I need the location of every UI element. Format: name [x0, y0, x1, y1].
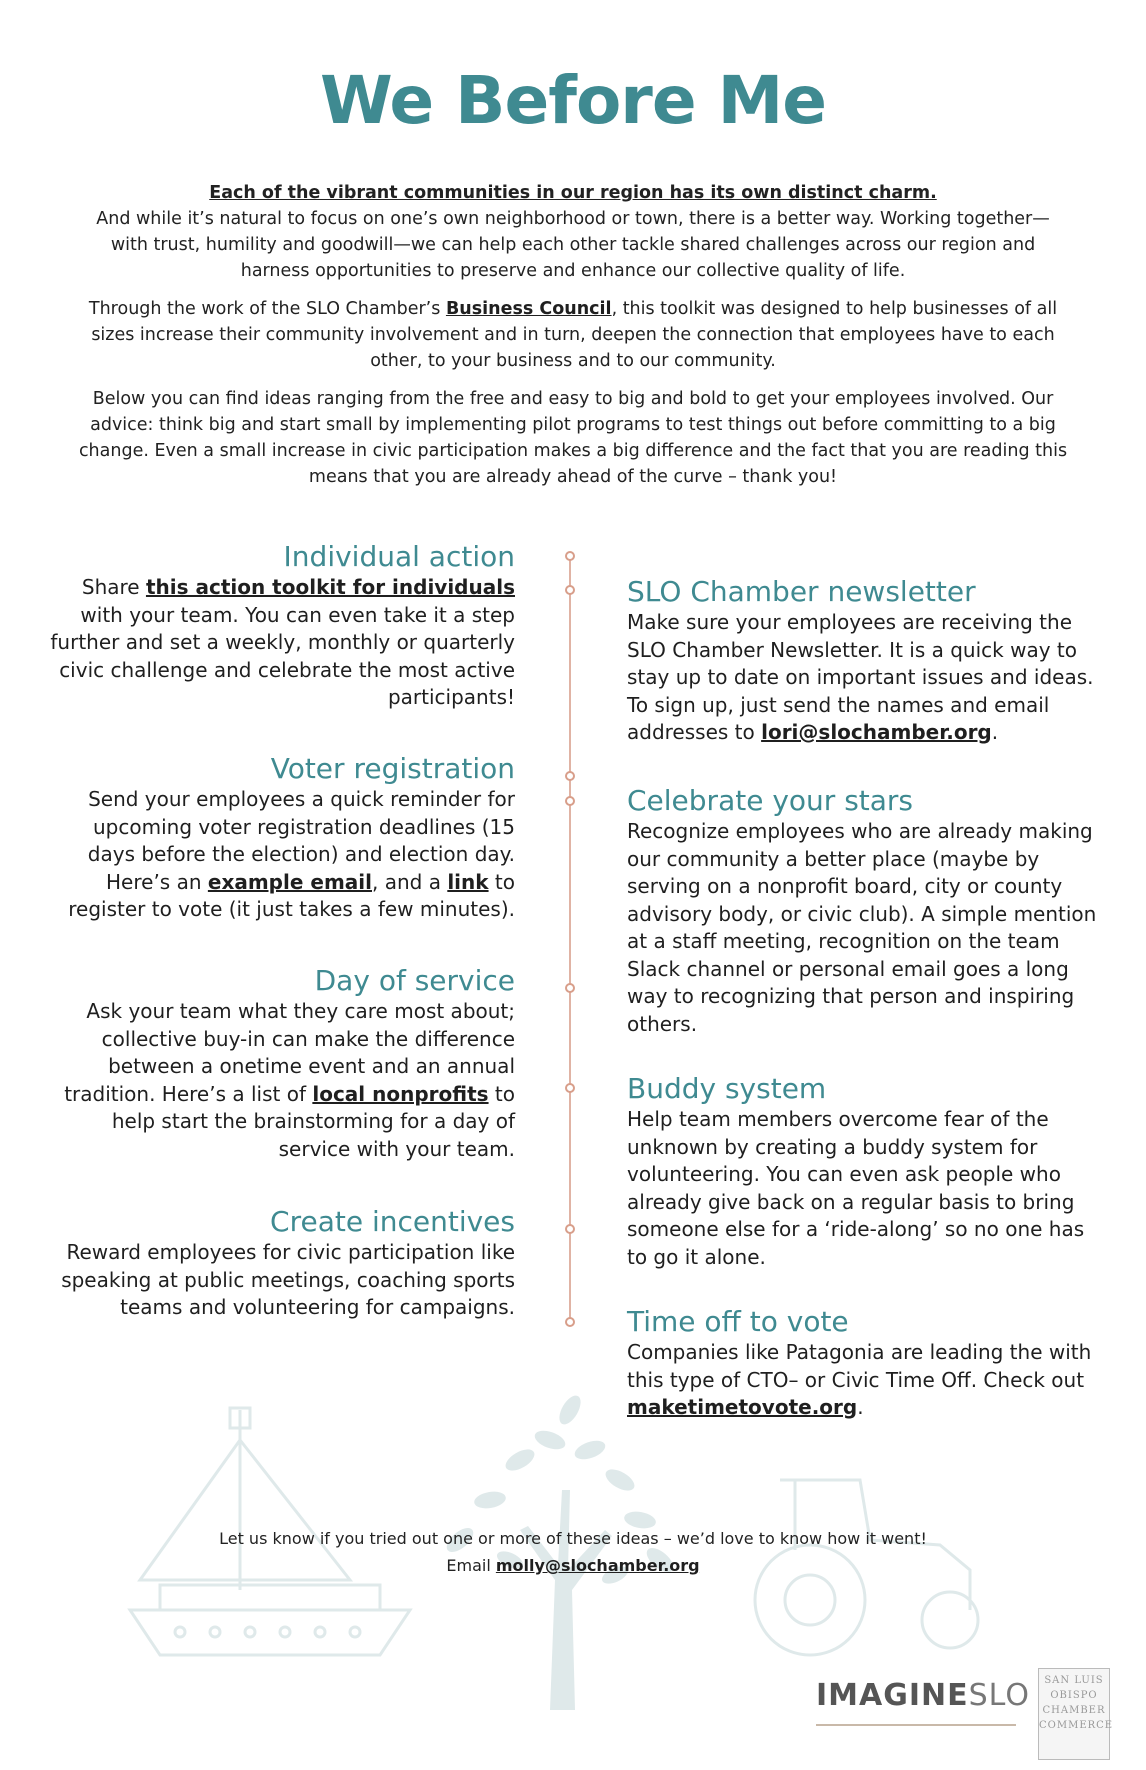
individual-action-body	[40, 574, 515, 712]
timeline-dot	[565, 1224, 575, 1234]
buddy-system-body: Help team members overcome fear of the unknown by creating a buddy system for volunteering. You can even ask people who already give back on a regular basis to bring someone else for a ‘ride-along’ so no one has to go it alone.	[627, 1107, 1085, 1269]
voter-registration-body	[40, 786, 515, 924]
seal-line: CHAMBER	[1042, 1705, 1106, 1716]
business-council-link[interactable]: Business Council	[445, 299, 612, 319]
timeline-dot	[565, 983, 575, 993]
seal-line: SAN LUIS	[1044, 1675, 1104, 1686]
intro	[78, 180, 1068, 502]
logo-underline	[816, 1724, 1016, 1726]
timeline-dot	[565, 771, 575, 781]
body-text: .	[991, 720, 999, 744]
intro-paragraph-3: Below you can find ideas ranging from the free and easy to big and bold to get your employees involved. Our advice: think big and start small by implementing pilot programs to test things out before committing to a big change. Even a small increase in civic participation makes a big difference and the fact that you are reading this means that you are already ahead of the curve – thank you!	[78, 389, 1068, 487]
chamber-seal-logo	[1038, 1668, 1114, 1760]
footer-email-line	[0, 1552, 1146, 1579]
footer-email-label: Email	[446, 1556, 496, 1575]
newsletter-section	[627, 575, 1097, 747]
intro-paragraph-1	[78, 180, 1068, 284]
logo-slo-text: SLO	[968, 1678, 1030, 1713]
body-text: Companies like Patagonia are leading the with this type of CTO– or Civic Time Off. Check out	[627, 1340, 1092, 1392]
imagine-slo-logo	[816, 1678, 1030, 1713]
timeline-dot	[565, 585, 575, 595]
logo-imagine-text: IMAGINE	[816, 1678, 969, 1713]
body-text: , and a	[372, 869, 448, 894]
footer-message: Let us know if you tried out one or more of these ideas – we’d love to know how it went!	[219, 1529, 927, 1548]
molly-email-link[interactable]: molly@slochamber.org	[495, 1556, 700, 1575]
newsletter-heading: SLO Chamber newsletter	[627, 575, 976, 608]
day-of-service-section	[40, 964, 515, 1163]
individual-toolkit-link[interactable]: this action toolkit for individuals	[145, 575, 515, 599]
body-text: Ask your team what they care most about; collective buy-in can make the difference between a onetime event and an annual tradition. Here’s a list of	[64, 999, 515, 1106]
celebrate-stars-heading: Celebrate your stars	[627, 784, 914, 817]
body-text: Send your employees a quick reminder for upcoming voter registration deadlines (15 days before the election) and election day. Here’s an	[87, 787, 515, 894]
intro-lead-body: And while it’s natural to focus on one’s own neighborhood or town, there is a better way. Working together—with trust, humility and goodwill—we can help each other tackle shared challenges across our region and harness opportunities to preserve and enhance our collective quality of life.	[96, 209, 1050, 281]
voter-registration-section	[40, 752, 515, 924]
time-off-body	[627, 1339, 1097, 1422]
create-incentives-section	[40, 1205, 515, 1322]
day-of-service-heading: Day of service	[314, 964, 515, 997]
lori-email-link[interactable]: lori@slochamber.org	[761, 720, 992, 744]
newsletter-body	[627, 609, 1097, 747]
maketimetovote-link[interactable]: maketimetovote.org	[627, 1395, 858, 1419]
page-title: We Before Me	[319, 62, 827, 139]
create-incentives-body: Reward employees for civic participation like speaking at public meetings, coaching sports teams and volunteering for campaigns.	[61, 1240, 515, 1319]
time-off-heading: Time off to vote	[627, 1305, 849, 1338]
individual-action-heading: Individual action	[283, 540, 515, 573]
seal-line: OBISPO	[1050, 1690, 1098, 1701]
body-text: to register to vote (it just takes a few minutes).	[68, 869, 515, 921]
logo-area	[816, 1668, 1116, 1738]
seal-line: COMMERCE	[1039, 1720, 1114, 1731]
voter-registration-heading: Voter registration	[270, 752, 515, 785]
body-text: Share	[81, 575, 146, 599]
register-link[interactable]: link	[447, 869, 489, 894]
buddy-system-section	[627, 1072, 1097, 1271]
timeline-dot	[565, 1083, 575, 1093]
footer	[0, 1525, 1146, 1579]
intro-paragraph-2	[78, 296, 1068, 374]
celebrate-stars-section	[627, 784, 1097, 1038]
intro-text: , this toolkit was designed to help businesses of all sizes increase their community involvement and in turn, deepen the connection that employees have to each other, to your business and to our community.	[91, 299, 1058, 371]
timeline-dot	[565, 1317, 575, 1327]
local-nonprofits-link[interactable]: local nonprofits	[312, 1081, 489, 1106]
day-of-service-body	[40, 998, 515, 1163]
intro-text: Through the work of the SLO Chamber’s	[88, 299, 446, 319]
timeline-dot	[565, 796, 575, 806]
example-email-link[interactable]: example email	[207, 869, 372, 894]
timeline-line	[569, 555, 571, 1325]
create-incentives-heading: Create incentives	[270, 1205, 515, 1238]
celebrate-stars-body: Recognize employees who are already making our community a better place (maybe by serving on a nonprofit board, city or county advisory body, or civic club). A simple mention at a staff meeting, recognition on the team Slack channel or personal email goes a long way to recognizing that person and inspiring others.	[627, 819, 1097, 1036]
body-text: Make sure your employees are receiving the SLO Chamber Newsletter. It is a quick way to stay up to date on important issues and ideas. To sign up, just send the names and email addresses to	[627, 610, 1094, 744]
timeline-dot	[565, 551, 575, 561]
body-text: to help start the brainstorming for a day of service with your team.	[111, 1081, 515, 1161]
body-text: with your team. You can even take it a step further and set a weekly, monthly or quarterly civic challenge and celebrate the most active participants!	[50, 602, 515, 709]
buddy-system-heading: Buddy system	[627, 1072, 827, 1105]
intro-lead-heading: Each of the vibrant communities in our region has its own distinct charm.	[209, 183, 937, 203]
body-text: .	[857, 1395, 864, 1419]
time-off-section	[627, 1305, 1097, 1422]
individual-action-section	[40, 540, 515, 712]
